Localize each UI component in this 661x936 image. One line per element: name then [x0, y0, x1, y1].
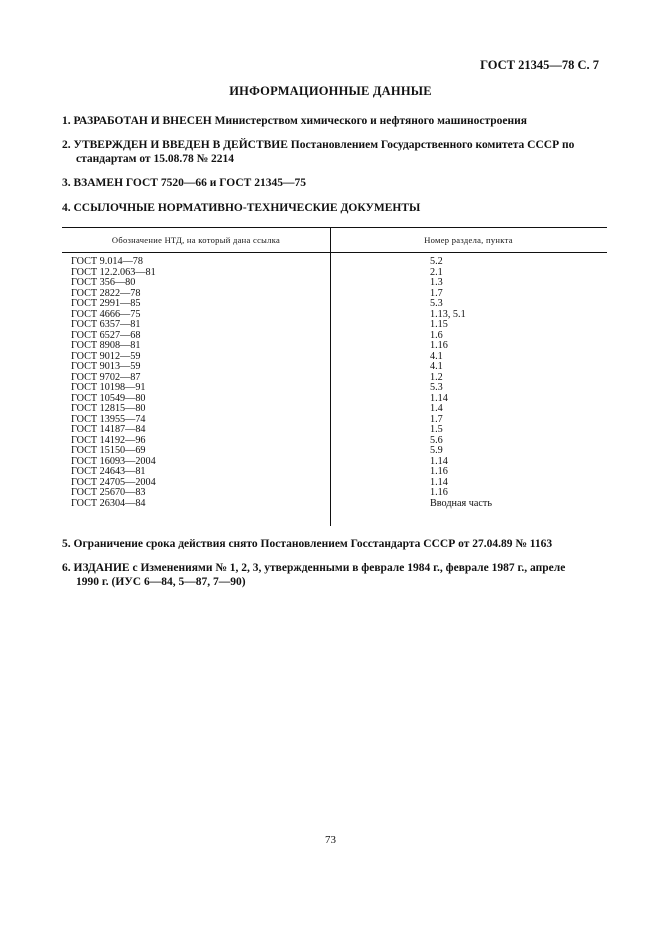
- document-designation: ГОСТ 2991—85: [71, 298, 141, 309]
- section-number: 1.14: [430, 476, 448, 488]
- item-number: 1.: [62, 115, 71, 127]
- item-lead: ССЫЛОЧНЫЕ НОРМАТИВНО-ТЕХНИЧЕСКИЕ ДОКУМЕНТЫ: [73, 202, 421, 214]
- document-designation: ГОСТ 14192—96: [71, 434, 146, 446]
- document-designation: ГОСТ 12815—80: [71, 403, 146, 414]
- document-designation: ГОСТ 9013—59: [71, 361, 141, 372]
- section-number: 1.16: [430, 466, 448, 477]
- item-lead: ВЗАМЕН ГОСТ 7520—66 и ГОСТ 21345—75: [73, 177, 306, 189]
- item-number: 6.: [62, 562, 71, 574]
- section-number: 1.2: [430, 371, 443, 383]
- section-number: 5.3: [430, 298, 443, 309]
- section-number: 5.9: [430, 445, 443, 456]
- document-designation: ГОСТ 12.2.063—81: [71, 266, 156, 278]
- section-number: 1.7: [430, 413, 443, 425]
- section-number: 1.7: [430, 287, 443, 299]
- item-text: Ограничение срока действия снято Постановлением Госстандарта СССР от 27.04.89 № 1163: [73, 538, 553, 550]
- item-4-reference-docs: [62, 201, 607, 215]
- document-designation: ГОСТ 8908—81: [71, 340, 141, 351]
- document-designation: ГОСТ 16093—2004: [71, 455, 156, 467]
- section-number: 1.13, 5.1: [430, 308, 466, 320]
- item-5-validity-limit: [62, 537, 607, 551]
- item-3-replaces: [62, 176, 607, 190]
- document-designation: ГОСТ 13955—74: [71, 413, 146, 425]
- document-title: ИНФОРМАЦИОННЫЕ ДАННЫЕ: [229, 84, 432, 98]
- item-number: 3.: [62, 177, 71, 189]
- document-designation: ГОСТ 6357—81: [71, 319, 141, 330]
- item-text-line1: Постановлением Государственного комитета СССР по: [290, 139, 575, 151]
- item-lead: ИЗДАНИЕ: [73, 562, 130, 574]
- section-number: 5.6: [430, 434, 443, 446]
- column-header-section: Номер раздела, пункта: [424, 235, 513, 245]
- document-designation: ГОСТ 9.014—78: [71, 256, 143, 267]
- section-number: 5.3: [430, 382, 443, 393]
- section-number: 4.1: [430, 350, 443, 362]
- document-designation: ГОСТ 356—80: [71, 277, 136, 288]
- section-number: 1.4: [430, 403, 443, 414]
- section-number: 4.1: [430, 361, 443, 372]
- table-column-divider: [330, 227, 331, 526]
- item-number: 5.: [62, 538, 71, 550]
- section-number: 1.16: [430, 487, 448, 498]
- document-designation: ГОСТ 9702—87: [71, 371, 141, 383]
- section-number: 5.2: [430, 256, 443, 267]
- section-number: 1.3: [430, 277, 443, 288]
- section-number-column: [430, 257, 492, 509]
- document-designation: ГОСТ 25670—83: [71, 487, 146, 498]
- item-text: Министерством химического и нефтяного машиностроения: [214, 115, 527, 127]
- item-lead: УТВЕРЖДЕН И ВВЕДЕН В ДЕЙСТВИЕ: [73, 139, 288, 151]
- document-designation: ГОСТ 14187—84: [71, 424, 146, 435]
- item-text-line2: 1990 г. (ИУС 6—84, 5—87, 7—90): [76, 576, 246, 588]
- document-designation: ГОСТ 24705—2004: [71, 476, 156, 488]
- reference-documents-table: [62, 227, 607, 526]
- item-1-developed-by: [62, 114, 607, 128]
- document-designation: ГОСТ 24643—81: [71, 466, 146, 477]
- standard-reference-header: ГОСТ 21345—78 С. 7: [480, 58, 599, 72]
- document-designation: ГОСТ 2822—78: [71, 287, 141, 299]
- section-number: 1.15: [430, 319, 448, 330]
- section-number: 1.14: [430, 392, 448, 404]
- document-designation: ГОСТ 10549—80: [71, 392, 146, 404]
- section-number: 1.6: [430, 329, 443, 341]
- section-number: Вводная часть: [430, 497, 492, 509]
- document-designation: ГОСТ 10198—91: [71, 382, 146, 393]
- item-text-line1: с Изменениями № 1, 2, 3, утвержденными в феврале 1984 г., феврале 1987 г., апреле: [132, 562, 566, 574]
- section-number: 1.16: [430, 340, 448, 351]
- item-lead: РАЗРАБОТАН И ВНЕСЕН: [73, 115, 212, 127]
- document-designation-column: [71, 257, 156, 509]
- document-designation: ГОСТ 4666—75: [71, 308, 141, 320]
- item-text-line2: стандартам от 15.08.78 № 2214: [76, 153, 235, 165]
- section-number: 2.1: [430, 266, 443, 278]
- document-designation: ГОСТ 9012—59: [71, 350, 141, 362]
- document-designation: ГОСТ 15150—69: [71, 445, 146, 456]
- item-2-approved: [62, 138, 607, 166]
- page-number: 73: [325, 834, 336, 846]
- item-number: 2.: [62, 139, 71, 151]
- document-designation: ГОСТ 6527—68: [71, 329, 141, 341]
- section-number: 1.5: [430, 424, 443, 435]
- table-header-rule: [62, 252, 607, 253]
- table-top-rule: [62, 227, 607, 228]
- document-designation: ГОСТ 26304—84: [71, 497, 146, 509]
- section-number: 1.14: [430, 455, 448, 467]
- item-6-edition: [62, 561, 607, 589]
- column-header-document: Обозначение НТД, на который дана ссылка: [111, 235, 281, 245]
- item-number: 4.: [62, 202, 71, 214]
